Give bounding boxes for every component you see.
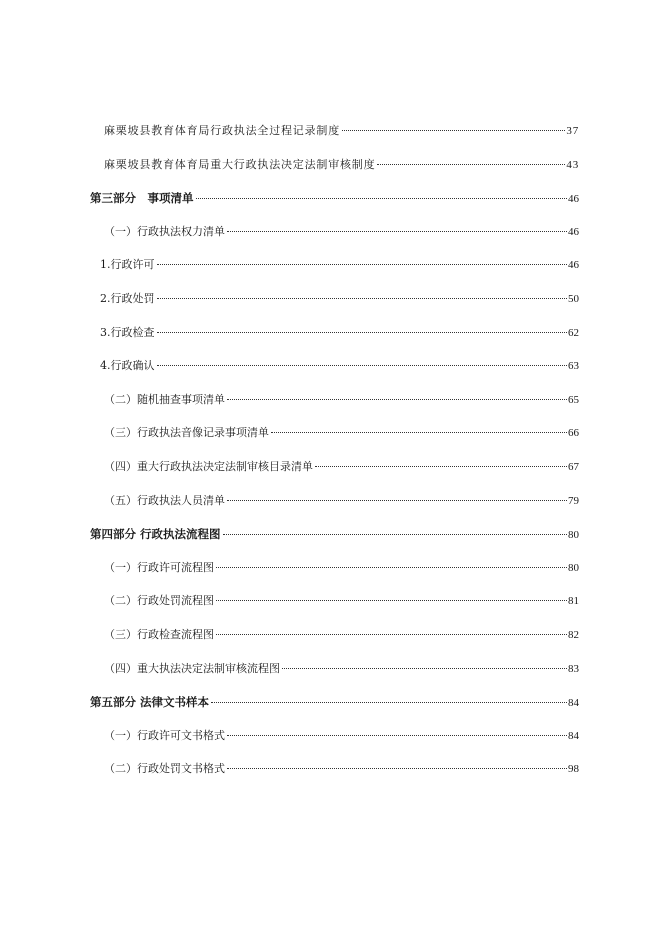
toc-entry-title: （一）行政许可流程图: [104, 560, 214, 574]
toc-entry-title: （四）重大行政执法决定法制审核目录清单: [104, 460, 313, 473]
toc-entry[interactable]: [104, 459, 579, 475]
toc-section-heading[interactable]: [90, 526, 579, 543]
toc-page-number: 81: [568, 595, 579, 608]
toc-entry[interactable]: [100, 291, 579, 307]
toc-leader-dots: [342, 130, 565, 131]
toc-page-number: 80: [568, 529, 579, 542]
toc-entry-title: 2.行政处罚: [100, 292, 155, 305]
toc-page-number: 63: [568, 360, 579, 373]
toc-page-number: 62: [568, 326, 579, 339]
toc-leader-dots: [282, 668, 567, 669]
toc-entry[interactable]: [104, 560, 579, 576]
toc-entry[interactable]: [104, 728, 579, 744]
toc-leader-dots: [216, 600, 567, 601]
toc-entry-title: 第五部分 法律文书样本: [90, 695, 210, 710]
toc-entry[interactable]: [104, 224, 579, 240]
toc-entry-title: 3.行政检查: [100, 325, 155, 339]
toc-leader-dots: [315, 466, 567, 467]
toc-leader-dots: [377, 164, 565, 165]
toc-leader-dots: [227, 735, 567, 736]
toc-entry-title: （四）重大执法决定法制审核流程图: [104, 661, 280, 675]
toc-entry-title: （三）行政执法音像记录事项清单: [104, 426, 269, 440]
toc-entry-title: 第四部分 行政执法流程图: [90, 527, 221, 542]
toc-page-number: 84: [568, 697, 579, 710]
toc-entry[interactable]: [104, 425, 579, 441]
toc-leader-dots: [227, 500, 567, 501]
toc-entry-title: 4.行政确认: [100, 359, 155, 373]
toc-entry[interactable]: [104, 761, 579, 777]
toc-entry-title: （五）行政执法人员清单: [104, 493, 225, 507]
toc-entry-title: （三）行政检查流程图: [104, 628, 214, 641]
toc-section-heading[interactable]: [90, 694, 579, 711]
toc-entry-title: （一）行政许可文书格式: [104, 728, 225, 742]
toc-page-number: 84: [568, 729, 579, 742]
toc-page-number: 50: [568, 293, 579, 305]
toc-leader-dots: [157, 365, 568, 366]
toc-leader-dots: [157, 264, 568, 265]
toc-leader-dots: [157, 332, 568, 333]
toc-page-number: 46: [568, 225, 579, 238]
toc-leader-dots: [227, 399, 567, 400]
toc-entry-title: 1.行政许可: [100, 258, 155, 272]
toc-page-number: 46: [568, 193, 579, 206]
toc-leader-dots: [227, 231, 567, 232]
toc-entry[interactable]: [100, 358, 579, 374]
toc-leader-dots: [227, 768, 567, 769]
toc-page-number: 82: [568, 629, 579, 641]
toc-leader-dots: [211, 702, 567, 703]
toc-entry[interactable]: [104, 123, 579, 139]
toc-entry[interactable]: [104, 627, 579, 643]
toc-page-number: 80: [568, 561, 579, 574]
toc-leader-dots: [157, 298, 568, 299]
toc-entry[interactable]: [104, 157, 579, 173]
toc-leader-dots: [216, 634, 567, 635]
toc-page-number: 66: [568, 427, 579, 440]
toc-leader-dots: [271, 432, 567, 433]
toc-entry-title: （二）随机抽查事项清单: [104, 392, 225, 406]
toc-section-heading[interactable]: [90, 190, 579, 207]
toc-page-number: 67: [568, 461, 579, 473]
toc-page-number: 37: [566, 125, 579, 137]
toc-entry[interactable]: [100, 325, 579, 341]
toc-leader-dots: [216, 567, 567, 568]
toc-entry-title: 第三部分 事项清单: [90, 191, 194, 206]
toc-entry-title: 麻栗坡县教育体育局重大行政执法决定法制审核制度: [104, 157, 376, 171]
toc-page-number: 65: [568, 393, 579, 406]
toc-entry[interactable]: [100, 257, 579, 273]
toc-entry[interactable]: [104, 493, 579, 509]
toc-entry-title: 麻栗坡县教育体育局行政执法全过程记录制度: [104, 124, 340, 137]
toc-entry-title: （一）行政执法权力清单: [104, 224, 225, 238]
toc-entry-title: （二）行政处罚文书格式: [104, 762, 225, 776]
toc-page-number: 46: [568, 259, 579, 272]
toc-entry[interactable]: [104, 661, 579, 677]
toc-entry[interactable]: [104, 593, 579, 609]
toc-entry-title: （二）行政处罚流程图: [104, 594, 214, 608]
toc-leader-dots: [196, 198, 568, 199]
toc-page-number: 83: [568, 662, 579, 675]
toc-page-number: 79: [568, 494, 579, 507]
toc-page-number: 43: [566, 158, 579, 171]
toc-entry[interactable]: [104, 392, 579, 408]
toc-leader-dots: [223, 534, 567, 535]
toc-page-number: 98: [568, 763, 579, 776]
